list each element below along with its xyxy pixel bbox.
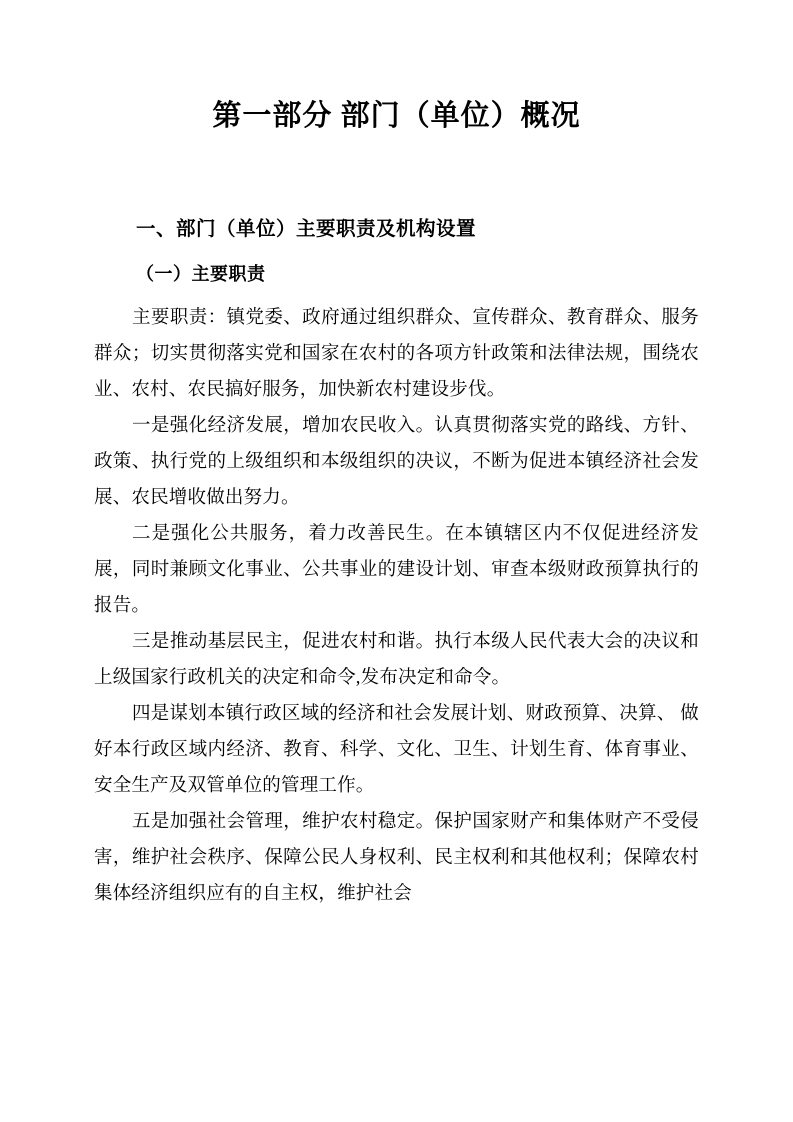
paragraph: 一是强化经济发展，增加农民收入。认真贯彻落实党的路线、方针、政策、执行党的上级组织和本级组织的决议，不断为促进本镇经济社会发展、农民增收做出努力。 bbox=[94, 415, 699, 508]
page-title: 第一部分 部门（单位）概况 bbox=[212, 100, 581, 132]
paragraph: 五是加强社会管理，维护农村稳定。保护国家财产和集体财产不受侵害，维护社会秩序、保障公民人身权利、民主权利和其他权利；保障农村集体经济组织应有的自主权，维护社会 bbox=[94, 811, 699, 904]
sub-heading: （一）主要职责 bbox=[136, 263, 266, 284]
paragraph: 三是推动基层民主，促进农村和谐。执行本级人民代表大会的决议和上级国家行政机关的决定和命令,发布决定和命令。 bbox=[94, 631, 699, 688]
paragraph: 四是谋划本镇行政区域的经济和社会发展计划、财政预算、决算、 做好本行政区域内经济、教育、科学、文化、卫生、计划生育、体育事业、安全生产及双管单位的管理工作。 bbox=[94, 703, 699, 796]
body-text bbox=[94, 288, 699, 912]
paragraph: 二是强化公共服务，着力改善民生。在本镇辖区内不仅促进经济发展，同时兼顾文化事业、公共事业的建设计划、审查本级财政预算执行的报告。 bbox=[94, 523, 699, 616]
paragraph: 主要职责：镇党委、政府通过组织群众、宣传群众、教育群众、服务群众；切实贯彻落实党和国家在农村的各项方针政策和法律法规，围绕农业、农村、农民搞好服务，加快新农村建设步伐。 bbox=[94, 307, 699, 400]
section-heading: 一、部门（单位）主要职责及机构设置 bbox=[136, 217, 477, 240]
